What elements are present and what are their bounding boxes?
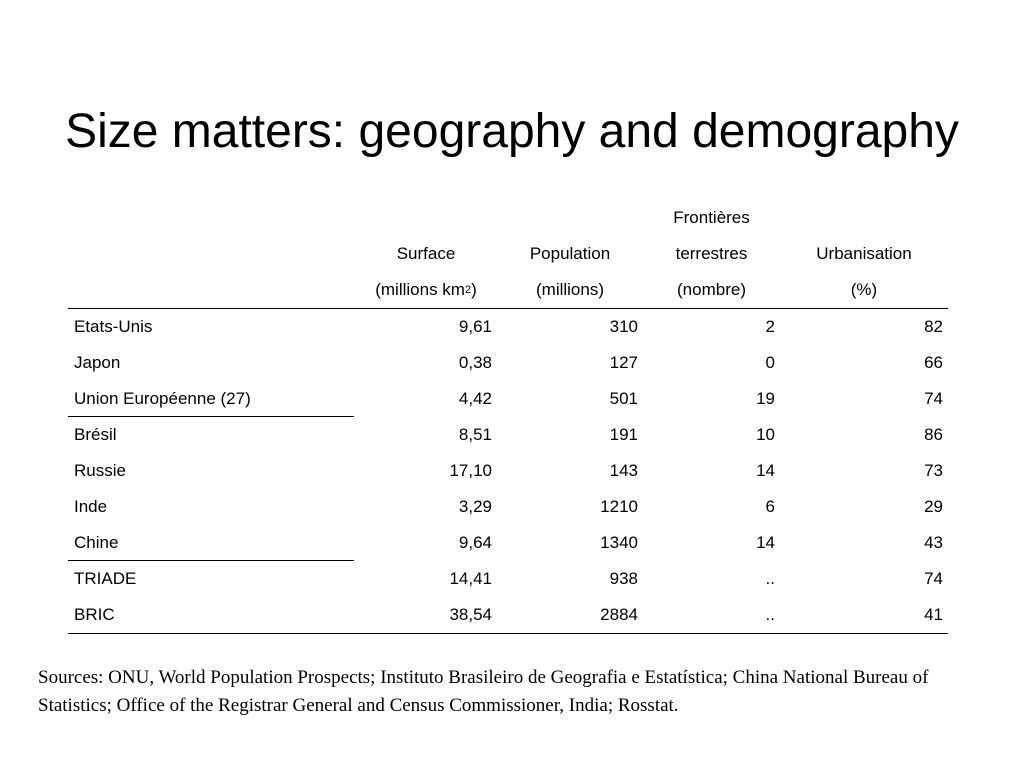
table-row	[68, 345, 948, 381]
surface-cell: 14,41	[449, 569, 492, 588]
population-cell: 2884	[600, 605, 638, 624]
table-row	[68, 561, 948, 597]
frontieres-cell: ..	[765, 569, 775, 588]
population-cell: 143	[609, 461, 638, 480]
country-cell: Brésil	[74, 425, 117, 444]
surface-cell: 9,61	[458, 317, 492, 336]
header-frontieres-line0: Frontières	[673, 208, 750, 227]
table-body	[68, 309, 948, 633]
frontieres-cell: 2	[765, 317, 775, 336]
population-cell: 1210	[600, 497, 638, 516]
slide-title: Size matters: geography and demography	[65, 105, 959, 158]
country-cell: TRIADE	[74, 569, 137, 588]
frontieres-cell: 14	[756, 533, 775, 552]
urbanisation-cell: 74	[924, 389, 943, 408]
frontieres-cell: 0	[765, 353, 775, 372]
country-cell: Russie	[74, 461, 126, 480]
frontieres-cell: 6	[765, 497, 775, 516]
urbanisation-cell: 29	[924, 497, 943, 516]
urbanisation-cell: 74	[924, 569, 943, 588]
country-cell: BRIC	[74, 605, 115, 624]
header-population-line1: Population	[529, 244, 611, 263]
table-row	[68, 381, 948, 417]
country-cell: Union Européenne (27)	[74, 389, 251, 408]
urbanisation-cell: 82	[924, 317, 943, 336]
surface-cell: 0,38	[458, 353, 492, 372]
population-cell: 501	[609, 389, 638, 408]
urbanisation-cell: 43	[924, 533, 943, 552]
header-urbanisation-line1: Urbanisation	[816, 244, 912, 263]
surface-cell: 17,10	[449, 461, 492, 480]
data-table	[68, 200, 948, 634]
country-cell: Etats-Unis	[74, 317, 153, 336]
population-cell: 191	[609, 425, 638, 444]
population-cell: 127	[609, 353, 638, 372]
urbanisation-cell: 86	[924, 425, 943, 444]
population-cell: 1340	[600, 533, 638, 552]
frontieres-cell: 10	[756, 425, 775, 444]
header-urbanisation-line2: (%)	[850, 280, 878, 299]
header-surface-line2: (millions km 2 )	[375, 280, 477, 299]
header-frontieres-line2: (nombre)	[677, 280, 746, 299]
surface-cell: 3,29	[458, 497, 492, 516]
country-cell: Chine	[74, 533, 119, 552]
surface-cell: 38,54	[449, 605, 492, 624]
urbanisation-cell: 66	[924, 353, 943, 372]
header-row-2	[68, 236, 948, 272]
table-row	[68, 453, 948, 489]
urbanisation-cell: 41	[924, 605, 943, 624]
table-row	[68, 489, 948, 525]
population-cell: 310	[609, 317, 638, 336]
table-row	[68, 597, 948, 633]
urbanisation-cell: 73	[924, 461, 943, 480]
header-row-3	[68, 272, 948, 308]
population-cell: 938	[609, 569, 638, 588]
frontieres-cell: 19	[756, 389, 775, 408]
surface-cell: 8,51	[458, 425, 492, 444]
surface-cell: 9,64	[458, 533, 492, 552]
surface-cell: 4,42	[458, 389, 492, 408]
table-row	[68, 417, 948, 453]
table-row	[68, 525, 948, 561]
frontieres-cell: ..	[765, 605, 775, 624]
header-population-line2: (millions)	[536, 280, 604, 299]
country-cell: Japon	[74, 353, 121, 372]
frontieres-cell: 14	[756, 461, 775, 480]
header-row-1	[68, 200, 948, 236]
table-bottom-rule	[68, 633, 948, 634]
country-cell: Inde	[74, 497, 108, 516]
header-surface-line1: Surface	[396, 244, 456, 263]
table-row	[68, 309, 948, 345]
sources-note: Sources: ONU, World Population Prospects; Instituto Brasileiro de Geografia e Estatística; China National Bureau of Statistics; Office of the Registrar General and Census Commissioner, India; Rosstat.	[38, 667, 929, 716]
header-frontieres-line1: terrestres	[675, 244, 748, 263]
